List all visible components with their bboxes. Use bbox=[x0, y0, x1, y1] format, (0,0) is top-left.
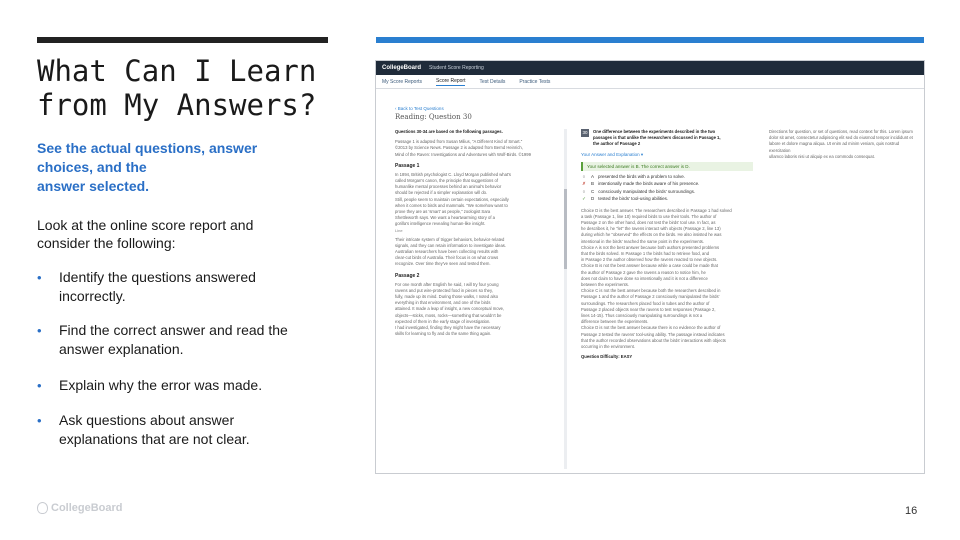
choice-letter: D bbox=[591, 196, 595, 202]
passage-intro: Questions 30-34 are based on the following passages. bbox=[395, 129, 503, 134]
passage-line: when it comes to birds and mammals. "We somehow want to bbox=[395, 202, 508, 208]
passage-line: clear-cut birds of Australia. Their focus is on what crows bbox=[395, 255, 499, 261]
passage-line: ravens and put wire-protected food in pieces so they, bbox=[395, 287, 493, 293]
tab-score-report[interactable]: Score Report bbox=[436, 77, 466, 84]
bullet-text: Ask questions about answer bbox=[59, 412, 235, 428]
passage-line: I had investigated, finding they might have the necessary bbox=[395, 325, 501, 331]
footer-logo-text: CollegeBoard bbox=[51, 502, 123, 514]
passage-line: Their intricate system of trigger behaviors, behavior-related bbox=[395, 236, 505, 242]
bullet-dot-icon: • bbox=[37, 323, 42, 338]
question-column bbox=[581, 129, 753, 360]
passage-column bbox=[395, 129, 571, 337]
explanation-line: Passage 2 on the other hand, does not test the birds' tool use. In fact, as bbox=[581, 220, 716, 226]
intro-line: consider the following: bbox=[37, 235, 176, 251]
explanation-line: between the experiments. bbox=[581, 282, 629, 288]
passage-line: called Morgan's canon, the principle that suggestions of bbox=[395, 178, 498, 184]
directions-column bbox=[769, 129, 919, 160]
choice-letter: A bbox=[591, 173, 595, 179]
back-to-questions-link[interactable]: ‹ Back to Test Questions bbox=[395, 106, 444, 111]
passage-line: signals, and they can retain information to investigate ideas. bbox=[395, 242, 507, 248]
score-report-screenshot bbox=[375, 60, 925, 474]
explanation-line: Choice A is not the best answer because both authors presented problems bbox=[581, 244, 720, 250]
bullet-item bbox=[37, 376, 337, 395]
bullet-dot-icon: • bbox=[37, 270, 42, 285]
passage-source: ©2013 by Science News. Passage 2 is adapted from Bernd Heinrich, bbox=[395, 145, 523, 151]
question-heading: Reading: Question 30 bbox=[395, 113, 472, 121]
intro-line: Look at the online score report and bbox=[37, 217, 254, 233]
explanation-line: occurring in the environment. bbox=[581, 344, 635, 350]
passage-line: In 1894, British psychologist C. Lloyd Morgan published what's bbox=[395, 171, 512, 177]
bullet-text: answer explanation. bbox=[59, 341, 184, 357]
explanation-line: he describes it, he "let" the ravens interact with objects (Passage 2, line 13) bbox=[581, 226, 721, 232]
explanation-line: the author of Passage 2 gave the ravens a reason to notice him, he bbox=[581, 269, 706, 275]
bullet-dot-icon: • bbox=[37, 413, 42, 428]
subtitle-line: See the actual questions, answer bbox=[37, 140, 258, 156]
selected-answer-banner: Your selected answer is B. The correct answer is D. bbox=[581, 162, 753, 171]
passage-line: gorilla's intelligence revealing human-like insight. bbox=[395, 221, 486, 227]
tab-test-details[interactable]: Test Details bbox=[479, 78, 506, 85]
answer-choices bbox=[581, 174, 753, 202]
passage-line: should be rejected if a simpler explanation will do. bbox=[395, 190, 488, 196]
explanation-line: Choice D is the best answer. The researchers described in Passage 1 had solved bbox=[581, 207, 732, 213]
subtitle-line: choices, and the bbox=[37, 159, 147, 175]
question-text: the author of Passage 2 bbox=[593, 141, 641, 147]
slide-title-line: What Can I Learn bbox=[37, 54, 317, 88]
choice-letter: C bbox=[591, 188, 595, 194]
page-number: 16 bbox=[905, 505, 918, 517]
footer-logo bbox=[37, 502, 123, 514]
intro-text bbox=[37, 216, 337, 252]
question-text: One difference between the experiments described in the two bbox=[593, 129, 716, 134]
check-icon: ✓ bbox=[582, 195, 586, 201]
bullet-text: explanations that are not clear. bbox=[59, 431, 250, 447]
scrollbar-thumb[interactable] bbox=[564, 189, 567, 269]
directions-line: Directions for question, or set of questions, read context for this. Lorem ipsum bbox=[769, 129, 913, 134]
passage-line: attained. It made a leap of insight, a new conceptual move, bbox=[395, 306, 505, 312]
passage-2-text bbox=[395, 282, 571, 338]
answer-choice-c[interactable] bbox=[581, 189, 753, 194]
bullet-text: Identify the questions answered bbox=[59, 269, 256, 285]
explanation-line: that the birds solved. In Passage 1 the birds had to retrieve food, and bbox=[581, 251, 710, 257]
answer-choice-d[interactable] bbox=[581, 196, 753, 202]
subtitle-line: answer selected. bbox=[37, 178, 150, 194]
question-box bbox=[581, 129, 753, 148]
question-text: passages is that unlike the researchers discussed in Passage 1, bbox=[593, 135, 721, 141]
explanation-line: intentional in the birds' reached the same point in the experiments. bbox=[581, 238, 705, 244]
bullet-list bbox=[37, 268, 337, 449]
tab-practice-tests[interactable]: Practice Tests bbox=[519, 78, 551, 85]
slide-title-line: from My Answers? bbox=[37, 88, 317, 122]
passage-1-heading: Passage 1 bbox=[395, 162, 420, 169]
passage-line: prove they are as 'smart' as people," zoologist Sara bbox=[395, 209, 491, 215]
report-tabs bbox=[376, 75, 924, 89]
passage-source: Passage 1 is adapted from Susan Milius, "A Different Kind of Smart." bbox=[395, 139, 523, 145]
choice-text: tested the birds' tool-using abilities. bbox=[598, 196, 669, 202]
tab-my-score-reports[interactable]: My Score Reports bbox=[382, 78, 423, 85]
answer-explanation bbox=[581, 208, 753, 351]
explanation-line: in Passage 2 the author observed how the ravens reacted to new objects. bbox=[581, 257, 718, 263]
explanation-line: Passage 1 and the author of Passage 2 consciously manipulated the birds' bbox=[581, 294, 720, 300]
explanation-line: Choice C is not the best answer because both the researchers described in bbox=[581, 288, 721, 294]
choice-text: consciously manipulated the birds' surroundings. bbox=[598, 188, 696, 194]
explanation-line: difference between the experiments. bbox=[581, 319, 649, 325]
explanation-line: does not claim to have done so intentionally and it is not a difference bbox=[581, 275, 708, 281]
directions-line: labore et dolore magna aliqua. Ut enim ad minim veniam, quis nostrud exercitation bbox=[769, 141, 900, 153]
bullet-item bbox=[37, 268, 337, 306]
passage-line: Australian researchers have been collecting results with bbox=[395, 249, 499, 255]
explanation-line: during which he "observed" the effects on the birds. He also insisted he was bbox=[581, 232, 722, 238]
passage-2-heading: Passage 2 bbox=[395, 272, 420, 279]
passage-line: humanlike mental processes behind an animal's behavior bbox=[395, 184, 502, 190]
choice-text: presented the birds with a problem to solve. bbox=[598, 173, 686, 179]
choice-letter: B bbox=[591, 181, 595, 187]
answer-choice-b[interactable] bbox=[581, 181, 753, 187]
acorn-logo-icon bbox=[37, 502, 48, 514]
passage-line: recognize. Over time they've seen and tested them. bbox=[395, 261, 491, 267]
bullet-text: Find the correct answer and read the bbox=[59, 322, 288, 338]
passage-scrollbar[interactable] bbox=[564, 129, 567, 469]
passage-1-text bbox=[395, 172, 571, 228]
screenshot-accent-bar bbox=[376, 37, 924, 43]
passage-source: Mind of the Raven: Investigations and Adventures with Wolf-Birds. ©1999 bbox=[395, 151, 531, 157]
title-accent-bar bbox=[37, 37, 328, 43]
explanation-line: lines 14-15). Thus consciously manipulating surroundings is not a bbox=[581, 313, 703, 319]
directions-text bbox=[769, 129, 919, 160]
explanation-line: Passage 2 tested the ravens' tool-using ability. The passage instead indicates bbox=[581, 331, 725, 337]
passage-line: skills for learning to fly and do the same thing again. bbox=[395, 331, 492, 337]
passage-1-text-cont bbox=[395, 237, 571, 268]
explanation-line: Passage 2 placed objects near the ravens to test responses (Passage 2, bbox=[581, 306, 716, 312]
bullet-item bbox=[37, 411, 337, 449]
radio-icon: ○ bbox=[582, 173, 586, 179]
directions-line: dolor sit amet, consectetur adipiscing elit sed do eiusmod tempor incididunt et bbox=[769, 135, 913, 141]
bullet-text: incorrectly. bbox=[59, 288, 126, 304]
answer-choice-a[interactable] bbox=[581, 174, 753, 179]
slide-title bbox=[37, 54, 357, 122]
explanation-line: Choice D is not the best answer because there is no evidence the author of bbox=[581, 325, 721, 331]
question-number-badge: 30 bbox=[582, 130, 588, 135]
explanation-line: a task (Passage 1, line 10) required birds to use their tools. The author of bbox=[581, 213, 717, 219]
passage-line: For one month after English he said, I will try four young bbox=[395, 281, 499, 287]
explanation-line: surroundings. The researchers placed food in tubes and the author of bbox=[581, 300, 710, 306]
line-label: Line bbox=[395, 227, 403, 233]
passage-line: Still, people seem to maintain certain expectations, especially bbox=[395, 196, 509, 202]
report-nav-title: Student Score Reporting bbox=[429, 65, 484, 71]
bullet-item bbox=[37, 321, 337, 359]
slide-subtitle bbox=[37, 139, 327, 196]
passage-line: Shettleworth says. We want a heartwarming story of a bbox=[395, 215, 496, 221]
explanation-line: Choice B is not the best answer because while a case could be made that bbox=[581, 263, 718, 269]
passage-line: expected of them in the early stage of investigation. bbox=[395, 318, 491, 324]
cross-icon: ✗ bbox=[582, 180, 586, 186]
question-difficulty: Question Difficulty: EASY bbox=[581, 354, 633, 360]
bullet-dot-icon: • bbox=[37, 378, 42, 393]
choice-text: intentionally made the birds aware of his presence. bbox=[598, 181, 700, 187]
explanation-line: that the author recorded observations about the birds' interactions with objects bbox=[581, 337, 726, 343]
bullet-text: Explain why the error was made. bbox=[59, 377, 263, 393]
passage-line: everything in that environment, and one of the birds bbox=[395, 300, 491, 306]
report-logo: CollegeBoard bbox=[382, 65, 422, 71]
passage-line: objects—sticks, moss, rocks—something that wouldn't be bbox=[395, 312, 502, 318]
radio-icon: ○ bbox=[582, 188, 586, 194]
answer-explanation-toggle[interactable]: Your Answer and Explanation ▾ bbox=[581, 151, 644, 157]
directions-line: ullamco laboris nisi ut aliquip ex ea commodo consequat. bbox=[769, 153, 875, 159]
passage-line: fully, made up its mind. During those walks, I noted also bbox=[395, 294, 499, 300]
report-nav-bar bbox=[376, 61, 924, 75]
